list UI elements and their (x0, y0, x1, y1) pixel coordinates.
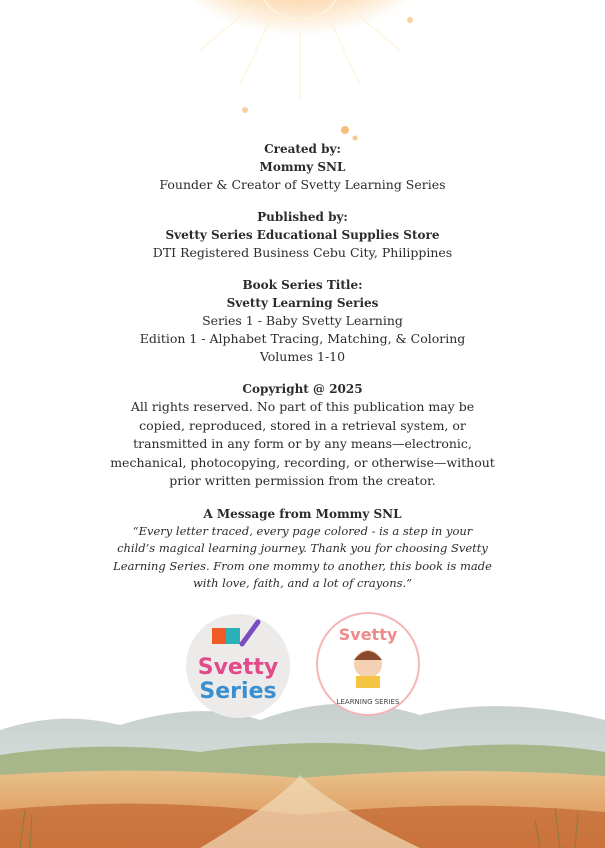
copyright-block (0, 380, 605, 491)
series-line-1: Series 1 - Baby Svetty Learning (202, 313, 403, 328)
copyright-text: All rights reserved. No part of this publication may be copied, reproduced, stored in a retrieval system, or transmitted in any form or by any means—electronic, mechanical, photocopying, recording, or otherwise—without prior written permission from the creator. (110, 399, 495, 488)
logo2-bottom-text: LEARNING SERIES (336, 698, 400, 706)
publisher-name: Svetty Series Educational Supplies Store (165, 228, 440, 242)
created-heading: Created by: (264, 142, 341, 156)
sun-illustration (150, 0, 450, 160)
logo2-top-text: Svetty (338, 625, 398, 644)
publisher-detail: DTI Registered Business Cebu City, Philippines (152, 245, 453, 260)
logo-word-2: Series (199, 679, 277, 704)
logo-word-1: Svetty (197, 655, 279, 680)
published-by-block (0, 208, 605, 262)
series-title: Svetty Learning Series (226, 296, 379, 310)
message-quote: “Every letter traced, every page colored - is a step in your child’s magical learning journey. Thank you for choosing Svetty Learning Series. From one mommy to another, this book is made with love, faith, and a lot of crayons.” (113, 523, 492, 590)
copyright-page-content (0, 140, 605, 607)
copyright-heading: Copyright @ 2025 (242, 382, 363, 396)
series-block (0, 276, 605, 366)
logos-row (0, 612, 605, 722)
published-heading: Published by: (257, 210, 348, 224)
message-heading: A Message from Mommy SNL (203, 506, 402, 521)
creator-role: Founder & Creator of Svetty Learning Series (159, 177, 446, 192)
created-by-block (0, 140, 605, 194)
series-heading: Book Series Title: (242, 278, 363, 292)
series-line-3: Volumes 1-10 (259, 349, 346, 364)
svetty-learning-series-logo (316, 612, 420, 716)
series-line-2: Edition 1 - Alphabet Tracing, Matching, & Coloring (139, 331, 466, 346)
svetty-series-logo (186, 614, 290, 718)
message-block (0, 505, 605, 593)
creator-name: Mommy SNL (259, 160, 346, 174)
